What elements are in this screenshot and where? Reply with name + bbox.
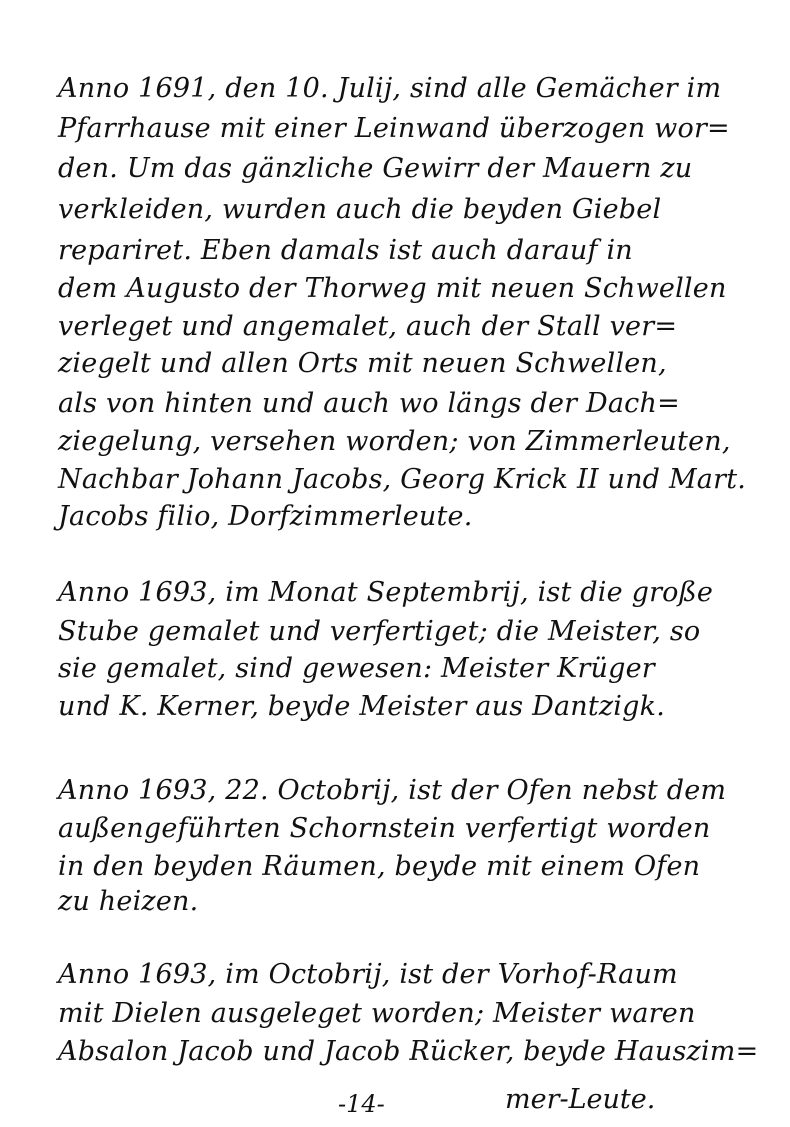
text-line: ziegelung, versehen worden; von Zimmerleuten, [58,426,731,457]
text-line: repariret. Eben damals ist auch darauf in [58,235,633,266]
text-line: den. Um das gänzliche Gewirr der Mauern zu [58,153,693,184]
text-line: sie gemalet, sind gewesen: Meister Krüger [58,653,655,684]
text-line: Anno 1693, 22. Octobrij, ist der Ofen nebst dem [58,775,727,806]
text-line: verleget und angemalet, auch der Stall ver= [58,311,678,342]
text-line: Anno 1691, den 10. Julij, sind alle Gemächer im [58,73,722,104]
text-line: ziegelt und allen Orts mit neuen Schwellen, [58,348,667,379]
text-line: Pfarrhause mit einer Leinwand überzogen wor= [58,113,730,144]
continuation-text: mer-Leute. [505,1084,656,1115]
text-line: Anno 1693, im Monat Septembrij, ist die große [58,577,714,608]
page-number: -14- [338,1090,385,1118]
text-line: Jacobs filio, Dorfzimmerleute. [58,501,473,532]
text-line: dem Augusto der Thorweg mit neuen Schwellen [58,273,727,304]
text-line: Stube gemalet und verfertiget; die Meister, so [58,616,701,647]
text-line: mit Dielen ausgeleget worden; Meister waren [58,998,696,1029]
text-line: und K. Kerner, beyde Meister aus Dantzigk. [58,691,665,722]
text-line: Absalon Jacob und Jacob Rücker, beyde Hauszim= [58,1036,759,1067]
text-line: außengeführten Schornstein verfertigt worden [58,813,711,844]
text-line: zu heizen. [58,886,199,917]
text-line: verkleiden, wurden auch die beyden Giebel [58,194,662,225]
text-line: als von hinten und auch wo längs der Dach= [58,388,680,419]
text-line: Nachbar Johann Jacobs, Georg Krick II und Mart. [58,464,747,495]
text-line: Anno 1693, im Octobrij, ist der Vorhof-Raum [58,959,678,990]
text-line: in den beyden Räumen, beyde mit einem Ofen [58,851,701,882]
